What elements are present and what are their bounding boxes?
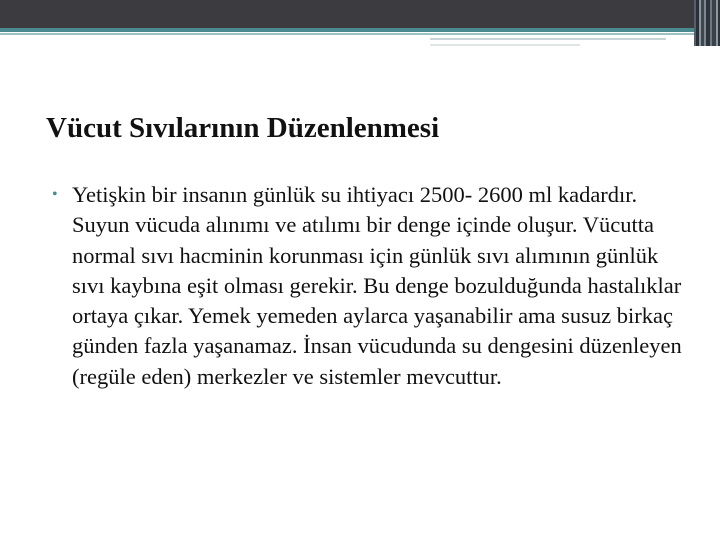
header-stripe-decoration [694, 0, 720, 46]
accent-line [0, 28, 694, 32]
bullet-text: Yetişkin bir insanın günlük su ihtiyacı 2500- 2600 ml kadardır. Suyun vücuda alınımı ve atılımı bir denge içinde oluşur. Vücutta normal sıvı hacminin korunması için günlük sıvı alımının günlük sıvı kaybına eşit olması gerekir. Bu denge bozulduğunda hastalıklar ortaya çıkar. Yemek yemeden aylarca yaşanabilir ama susuz birkaç günden fazla yaşanamaz. İnsan vücudunda su dengesini düzenleyen (regüle eden) merkezler ve sistemler mevcuttur. [72, 182, 682, 389]
bullet-icon: • [52, 186, 58, 203]
bullet-item [52, 180, 692, 392]
header-bar [0, 0, 720, 28]
accent-line-thin [0, 33, 694, 35]
decorative-line [430, 38, 666, 40]
slide-body [52, 180, 692, 392]
decorative-line [430, 44, 580, 46]
slide-title: Vücut Sıvılarının Düzenlenmesi [46, 112, 440, 144]
